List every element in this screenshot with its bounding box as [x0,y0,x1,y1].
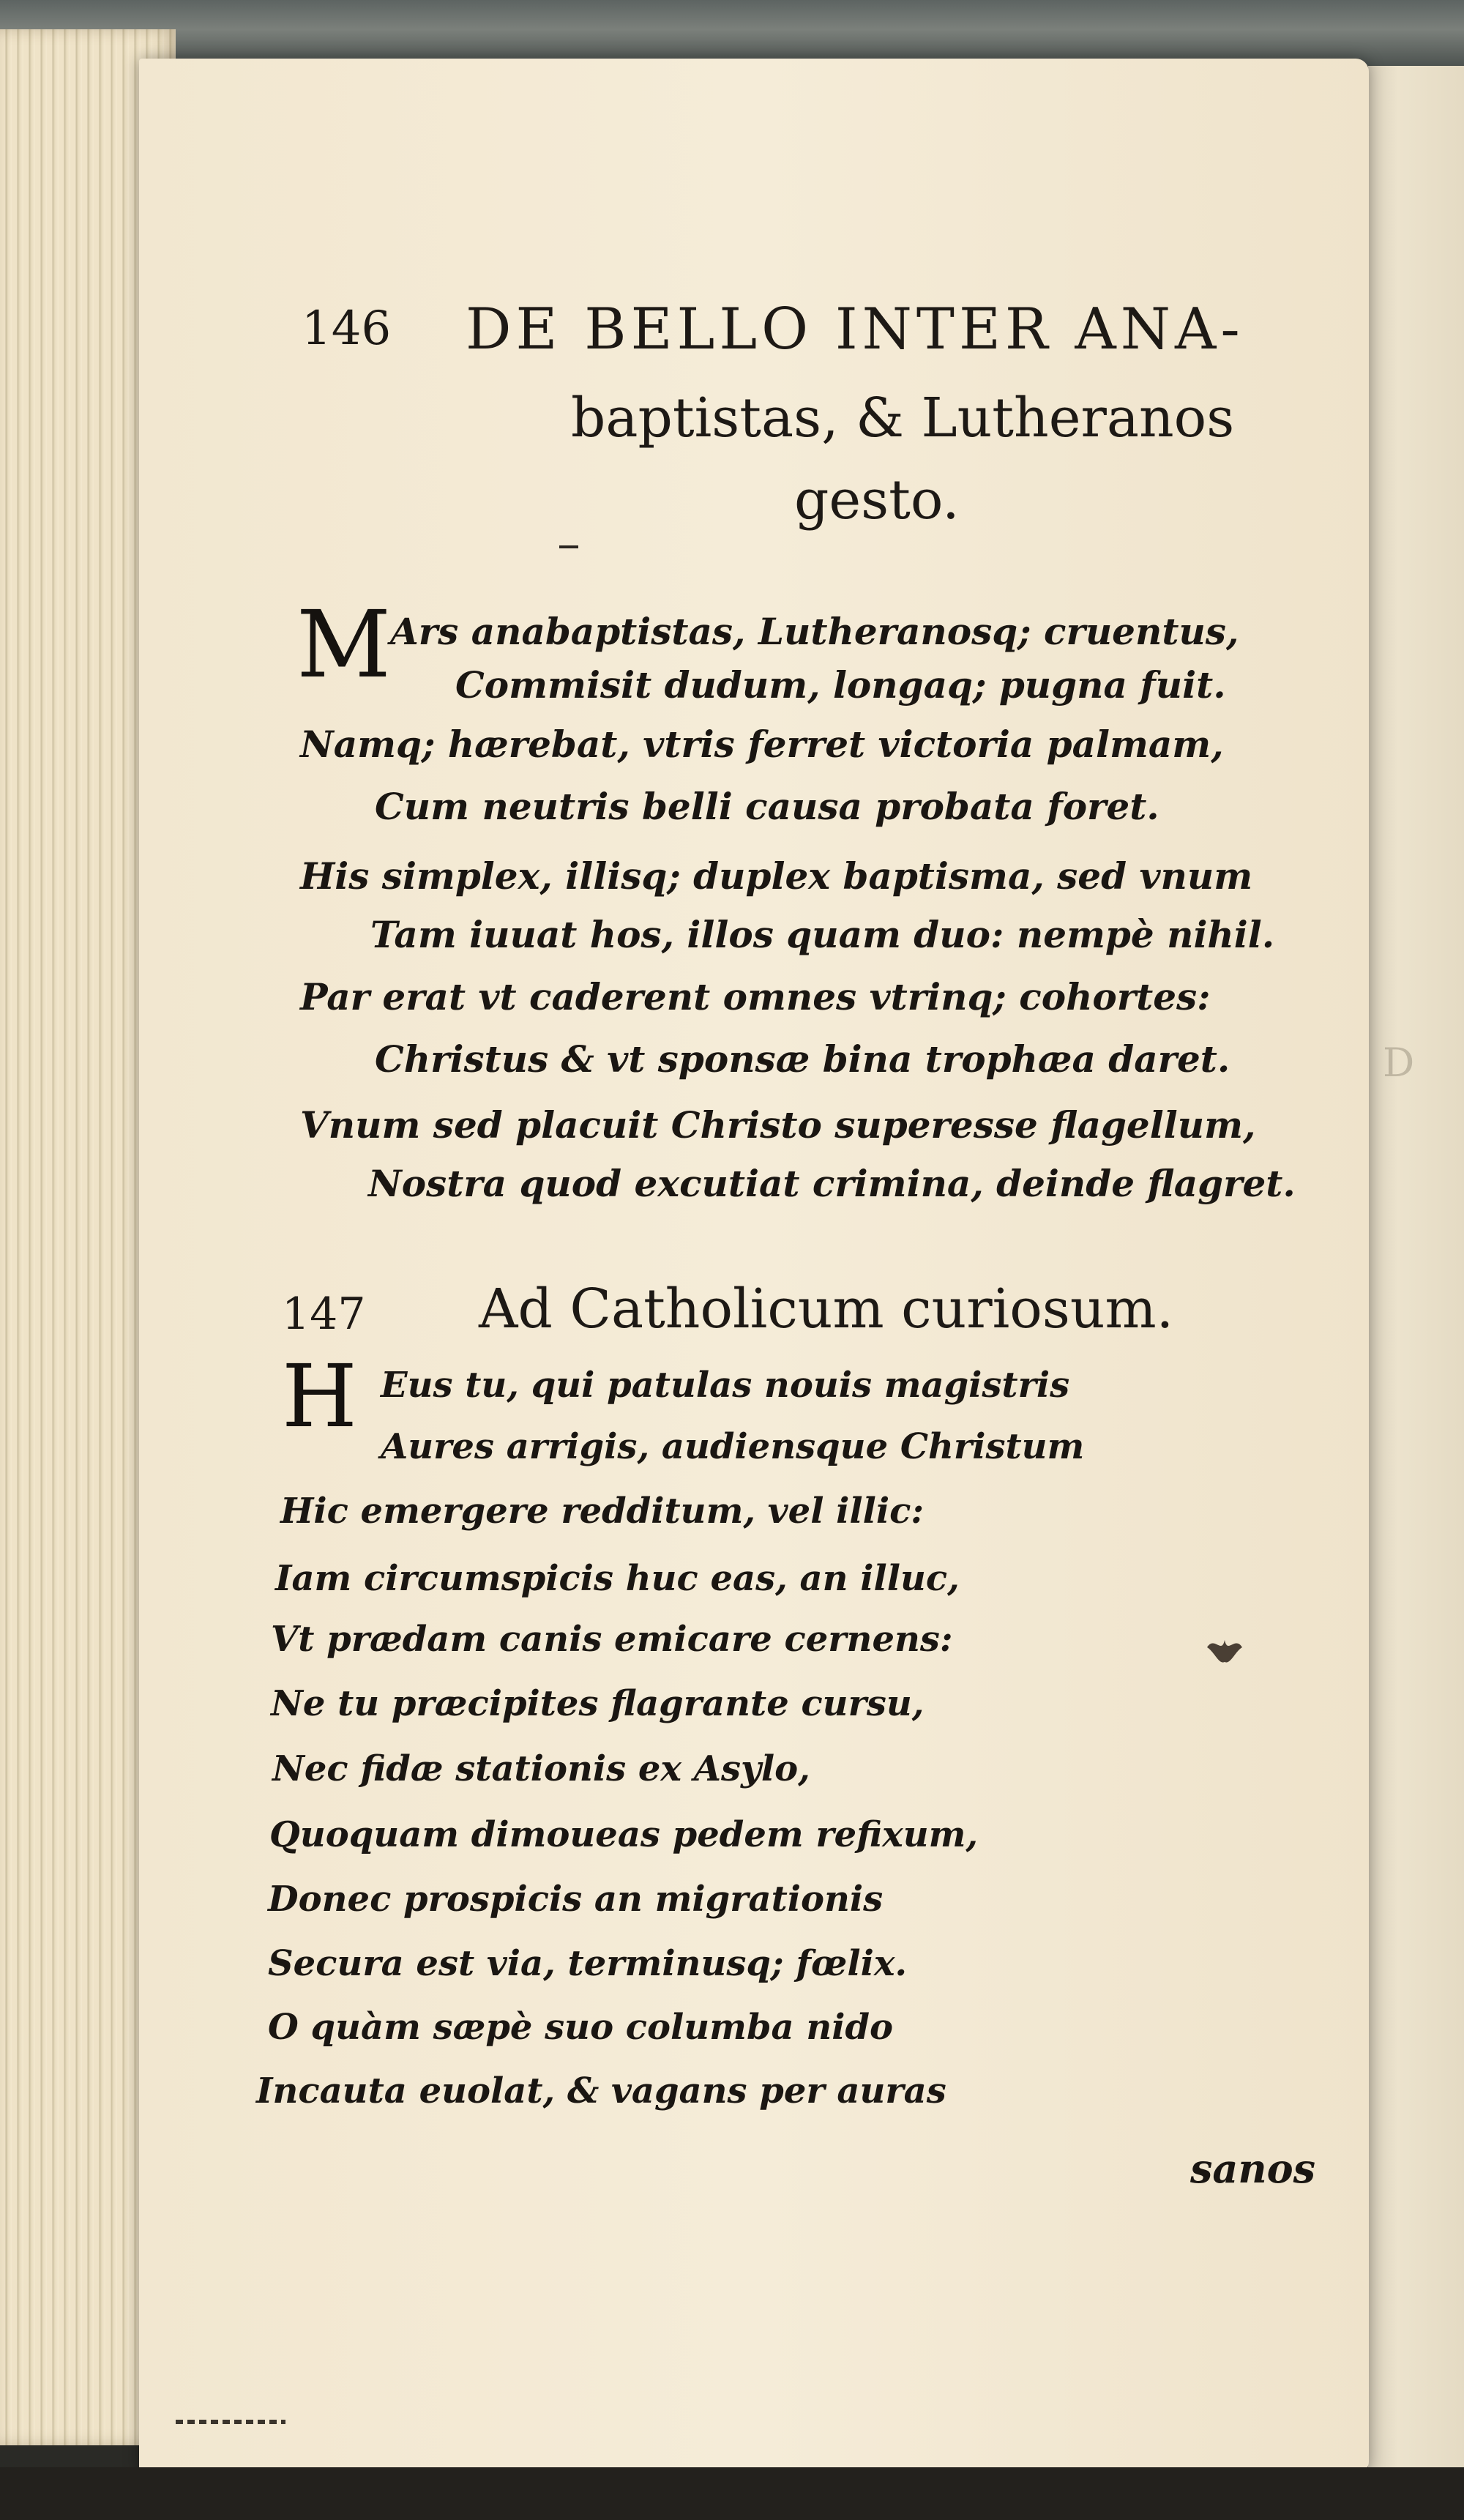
top-background [0,0,1464,66]
poem2-line: Aures arrigis, audiensque Christum [381,1426,1085,1467]
section-number: 147 [282,1289,366,1340]
poem2-line: Nec fidæ stationis ex Asylo, [272,1748,810,1789]
poem2-dropcap: H [282,1346,357,1447]
poem2-line: Secura est via, terminusq; fœlix. [268,1943,908,1984]
page-title-line1: DE BELLO INTER ANA- [466,297,1244,362]
poem2-line: Eus tu, qui patulas nouis magistris [381,1365,1070,1406]
poem2-line: Vt prædam canis emicare cernens: [271,1619,953,1660]
poem1-line: Tam iuuat hos, illos quam duo: nempè nihil. [370,913,1275,956]
page-title-line3: gesto. [794,469,960,532]
poem2-line: Donec prospicis an migrationis [268,1879,884,1920]
poem1-line: Namq; hærebat, vtris ferret victoria palmam, [300,723,1224,766]
divider-dash [559,545,578,548]
poem1-line: His simplex, illisq; duplex baptisma, sed vnum [300,854,1253,898]
catchword: sanos [1190,2145,1316,2192]
facing-page-edge: D [1365,66,1464,2475]
poem1-line: Nostra quod excutiat crimina, deinde flagret. [368,1162,1296,1205]
poem2-line: Quoquam dimoueas pedem refixum, [269,1814,979,1855]
printer-ornament-icon [1204,1633,1245,1666]
poem1-line: Par erat vt caderent omnes vtrinq; cohortes: [300,975,1211,1018]
poem1-line: Cum neutris belli causa probata foret. [375,785,1159,828]
poem2-line: Hic emergere redditum, vel illic: [280,1491,925,1532]
bottom-mark [176,2420,285,2424]
poem1-line: Ars anabaptistas, Lutheranosq; cruentus, [390,610,1239,653]
page-title-line2: baptistas, & Lutheranos [571,387,1235,450]
poem2-line: Incauta euolat, & vagans per auras [256,2070,946,2111]
page-number: 146 [302,302,392,356]
poem1-line: Commisit dudum, longaq; pugna fuit. [455,663,1226,707]
poem1-line: Vnum sed placuit Christo superesse flagellum, [300,1103,1256,1147]
poem1-line: Christus & vt sponsæ bina trophæa daret. [375,1037,1230,1081]
poem2-line: O quàm sæpè suo columba nido [268,2007,894,2048]
poem2-line: Iam circumspicis huc eas, an illuc, [275,1558,960,1599]
poem2-line: Ne tu præcipites flagrante cursu, [271,1683,925,1724]
poem1-dropcap: M [296,591,392,698]
section-title: Ad Catholicum curiosum. [479,1278,1174,1341]
bottom-background [0,2467,1464,2520]
